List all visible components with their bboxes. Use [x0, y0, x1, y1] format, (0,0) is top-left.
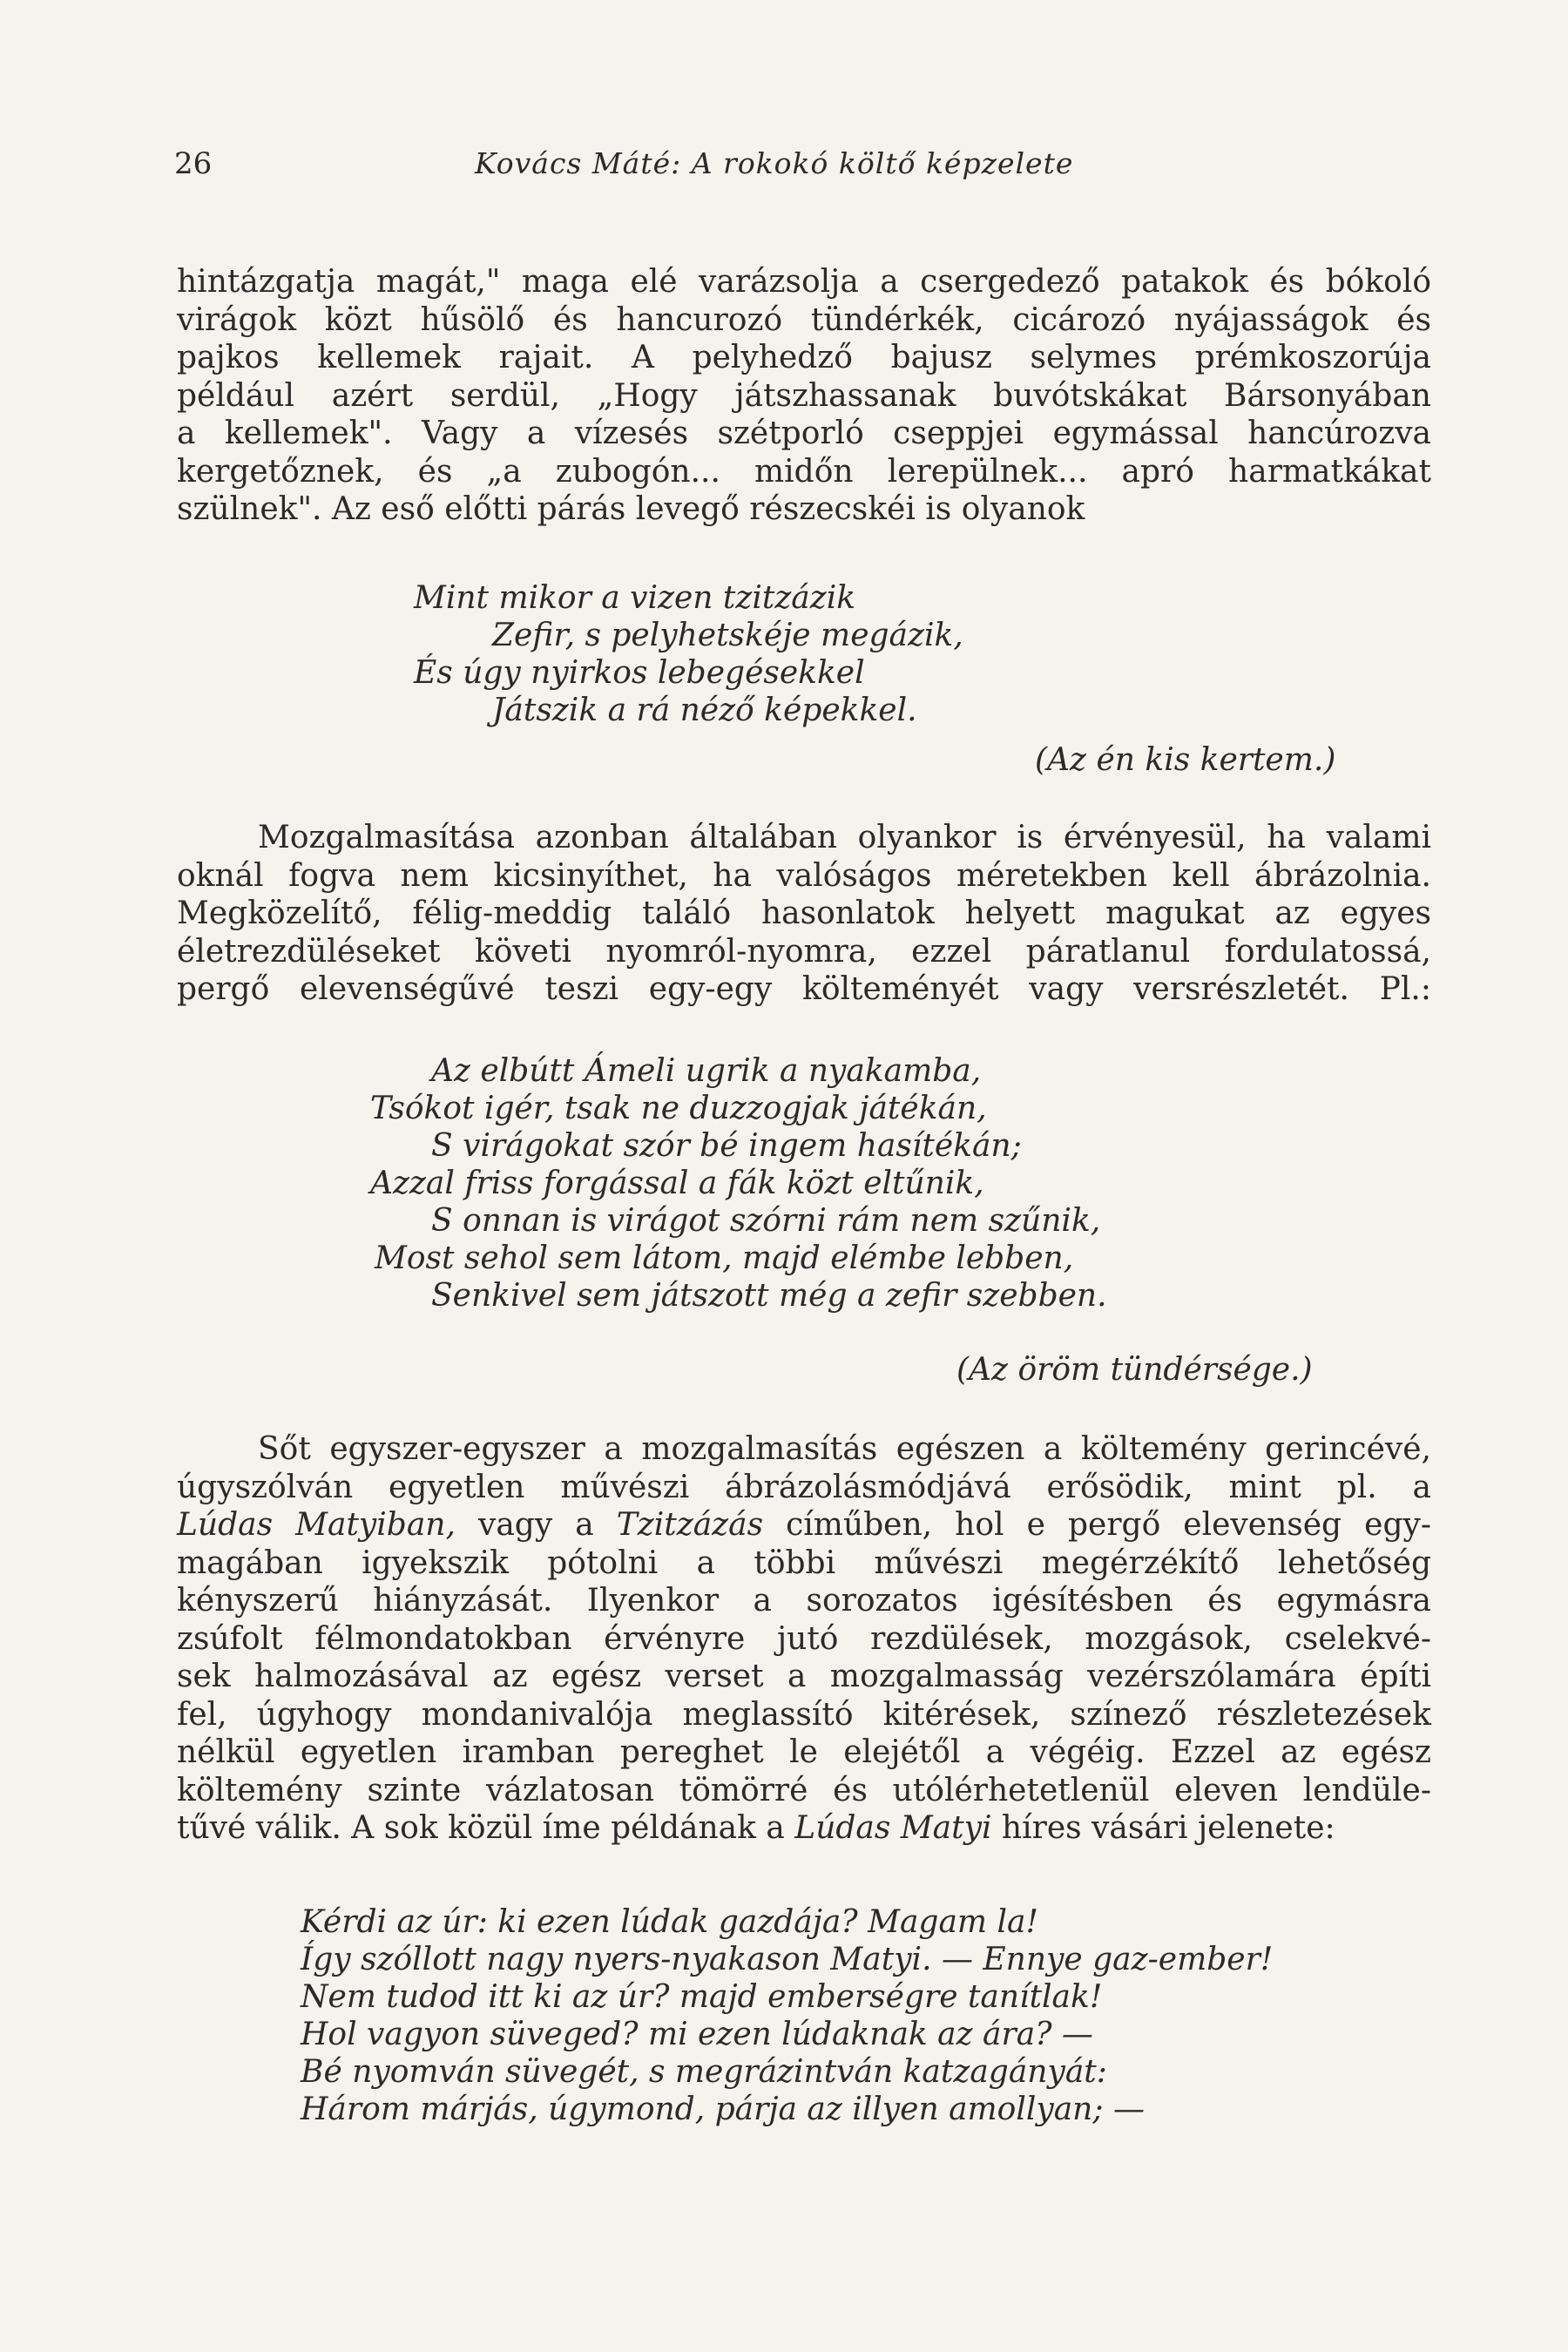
verse-line: Az elbútt Ámeli ugrik a nyakamba,	[431, 1053, 982, 1089]
text-line: sek halmozásával az egész verset a mozgalmasság vezérszólamára építi	[177, 1659, 1431, 1694]
paragraph-2	[177, 819, 1431, 1009]
verse-line: Három márjás, úgymond, párja az illyen amollyan; —	[301, 2092, 1145, 2127]
verse-line: Bé nyomván süvegét, s megrázintván katzagányát:	[301, 2054, 1107, 2090]
text-line: életrezdüléseket követi nyomról-nyomra, ezzel páratlanul fordulatossá,	[177, 933, 1431, 970]
text-fragment: tűvé válik. A sok közül íme példának a	[177, 1810, 795, 1846]
text-line: pajkos kellemek rajait. A pelyhedző bajusz selymes prémkoszorúja	[177, 340, 1431, 375]
page-number: 26	[174, 146, 213, 181]
text-line: például azért serdül, „Hogy játszhassanak buvótskákat Bársonyában	[177, 377, 1431, 414]
verse-line: Nem tudod itt ki az úr? majd emberségre tanítlak!	[301, 1979, 1103, 2015]
text-fragment: híres vásári jelenete:	[991, 1810, 1335, 1846]
verse-line: Most sehol sem látom, majd elémbe lebben,	[375, 1240, 1074, 1276]
verse-line: Senkivel sem játszott még a zefir szebben.	[431, 1278, 1107, 1314]
italic-title: Lúdas Matyiban,	[177, 1507, 456, 1543]
text-line: kényszerű hiányzását. Ilyenkor a sorozatos igésítésben és egymásra	[177, 1583, 1431, 1619]
verse-line: Hol vagyon süveged? mi ezen lúdaknak az ára? —	[301, 2017, 1093, 2052]
paragraph-3	[177, 1430, 1431, 1848]
text-line: nélkül egyetlen iramban pereghet le elejétől a végéig. Ezzel az egész	[177, 1734, 1431, 1770]
verse-line: S onnan is virágot szórni rám nem szűnik,	[431, 1203, 1101, 1239]
verse-3	[301, 1903, 1273, 2128]
text-fragment: címűben, hol e pergő elevenség egy-	[763, 1507, 1432, 1543]
text-line: szülnek". Az eső előtti párás levegő részecskéi is olyanok	[177, 491, 1085, 527]
text-line: költemény szinte vázlatosan tömörré és utólérhetetlenül eleven lendüle-	[177, 1772, 1431, 1808]
text-line: a kellemek". Vagy a vízesés szétporló cseppjei egymással hancúrozva	[177, 416, 1431, 451]
paragraph-1	[177, 263, 1431, 529]
text-line: hintázgatja magát," maga elé varázsolja a csergedező patakok és bókoló	[177, 264, 1431, 300]
text-line: Mozgalmasítása azonban általában olyankor is érvényesül, ha valami	[258, 820, 1431, 855]
text-line: pergő elevenségűvé teszi egy-egy költeményét vagy versrészletét. Pl.:	[177, 971, 1431, 1007]
text-line	[177, 1506, 1431, 1544]
verse-line: Tsókot igér, tsak ne duzzogjak játékán,	[370, 1091, 987, 1126]
text-fragment: vagy a	[455, 1507, 617, 1543]
text-line: fel, úgyhogy mondanivalója meglassító kitérések, színező részletezések	[177, 1696, 1431, 1733]
verse-1	[414, 579, 963, 729]
verse-2-citation: (Az öröm tündérsége.)	[956, 1352, 1313, 1388]
text-line: kergetőznek, és „a zubogón... midőn lerepülnek... apró harmatkákat	[177, 453, 1431, 490]
verse-2	[370, 1052, 1107, 1315]
verse-line: Kérdi az úr: ki ezen lúdak gazdája? Magam la!	[301, 1904, 1038, 1940]
verse-line: Játszik a rá néző képekkel.	[492, 693, 917, 728]
verse-line: És úgy nyirkos lebegésekkel	[414, 655, 865, 691]
text-line: úgyszólván egyetlen művészi ábrázolásmódjává erősödik, mint pl. a	[177, 1469, 1431, 1505]
text-line: oknál fogva nem kicsinyíthet, ha valóságos méretekben kell ábrázolnia.	[177, 857, 1431, 894]
verse-line: Mint mikor a vizen tzitzázik	[414, 580, 856, 616]
text-line: magában igyekszik pótolni a többi művészi megérzékítő lehetőség	[177, 1544, 1431, 1581]
text-line: virágok közt hűsölő és hancurozó tündérkék, cicározó nyájasságok és	[177, 301, 1431, 338]
page-header	[174, 146, 1429, 190]
verse-line: S virágokat szór bé ingem hasítékán;	[431, 1128, 1022, 1164]
running-title: Kovács Máté: A rokokó költő képzelete	[475, 146, 1074, 180]
text-line	[177, 1809, 1431, 1848]
text-line: zsúfolt félmondatokban érvényre jutó rezdülések, mozgások, cselekvé-	[177, 1620, 1431, 1657]
text-line: Sőt egyszer-egyszer a mozgalmasítás egészen a költemény gerincévé,	[258, 1431, 1431, 1467]
verse-1-citation: (Az én kis kertem.)	[1035, 742, 1336, 778]
text-line: Megközelítő, félig-meddig találó hasonlatok helyett magukat az egyes	[177, 896, 1431, 931]
verse-line: Így szóllott nagy nyers-nyakason Matyi. — Ennye gaz-ember!	[301, 1942, 1274, 1977]
italic-title: Lúdas Matyi	[794, 1810, 992, 1846]
italic-title: Tzitzázás	[616, 1507, 764, 1543]
verse-line: Zefir, s pelyhetskéje megázik,	[492, 618, 963, 653]
verse-line: Azzal friss forgással a fák közt eltűnik,	[370, 1166, 984, 1201]
